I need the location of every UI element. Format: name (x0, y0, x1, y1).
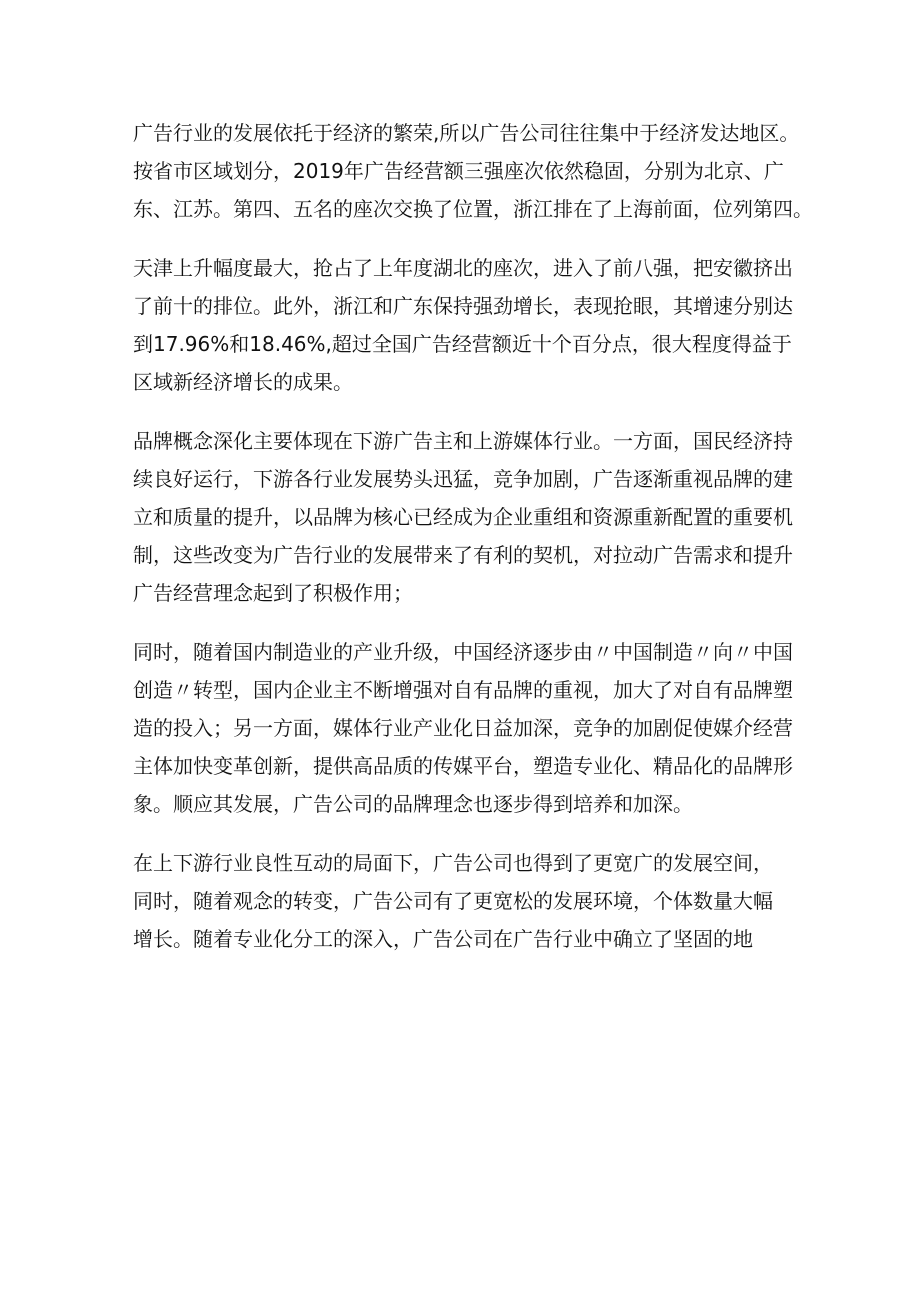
text-line: 到17.96%和18.46%,超过全国广告经营额近十个百分点，很大程度得益于 (133, 332, 792, 356)
paragraph-agency-development (133, 844, 813, 958)
paragraph-regional-distribution (133, 114, 813, 228)
text-line: 创造〃转型，国内企业主不断增强对自有品牌的重视，加大了对自有品牌塑 (133, 678, 793, 702)
text-line: 了前十的排位。此外，浙江和广东保持强劲增长，表现抢眼，其增速分别达 (133, 294, 793, 318)
text-line: 象。顺应其发展，广告公司的品牌理念也逐步得到培养和加深。 (133, 792, 693, 816)
paragraph-growth-ranking (133, 249, 813, 401)
text-line: 立和质量的提升，以品牌为核心已经成为企业重组和资源重新配置的重要机 (133, 505, 793, 529)
text-line: 天津上升幅度最大，抢占了上年度湖北的座次，进入了前八强，把安徽挤出 (133, 256, 793, 280)
text-line: 续良好运行，下游各行业发展势头迅猛，竞争加剧，广告逐渐重视品牌的建 (133, 467, 793, 491)
text-line: 区域新经济增长的成果。 (133, 370, 353, 394)
text-line: 同时，随着国内制造业的产业升级，中国经济逐步由〃中国制造〃向〃中国 (133, 640, 793, 664)
text-line: 广告经营理念起到了积极作用； (133, 581, 413, 605)
text-line: 品牌概念深化主要体现在下游广告主和上游媒体行业。一方面，国民经济持 (133, 429, 793, 453)
text-line: 广告行业的发展依托于经济的繁荣,所以广告公司往往集中于经济发达地区。 (133, 121, 800, 145)
text-line: 东、江苏。第四、五名的座次交换了位置，浙江排在了上海前面，位列第四。 (133, 197, 813, 221)
article-body (133, 114, 813, 958)
text-line: 增长。随着专业化分工的深入，广告公司在广告行业中确立了坚固的地 (133, 927, 753, 951)
text-line: 主体加快变革创新，提供高品质的传媒平台，塑造专业化、精品化的品牌形 (133, 754, 793, 778)
paragraph-brand-concept (133, 422, 813, 612)
paragraph-industry-upgrade (133, 633, 813, 823)
text-line: 在上下游行业良性互动的局面下，广告公司也得到了更宽广的发展空间， (133, 851, 773, 875)
text-line: 造的投入；另一方面，媒体行业产业化日益加深，竞争的加剧促使媒介经营 (133, 716, 793, 740)
text-line: 同时，随着观念的转变，广告公司有了更宽松的发展环境，个体数量大幅 (133, 889, 773, 913)
text-line: 制，这些改变为广告行业的发展带来了有利的契机，对拉动广告需求和提升 (133, 543, 793, 567)
text-line: 按省市区域划分，2019年广告经营额三强座次依然稳固，分别为北京、广 (133, 159, 784, 183)
